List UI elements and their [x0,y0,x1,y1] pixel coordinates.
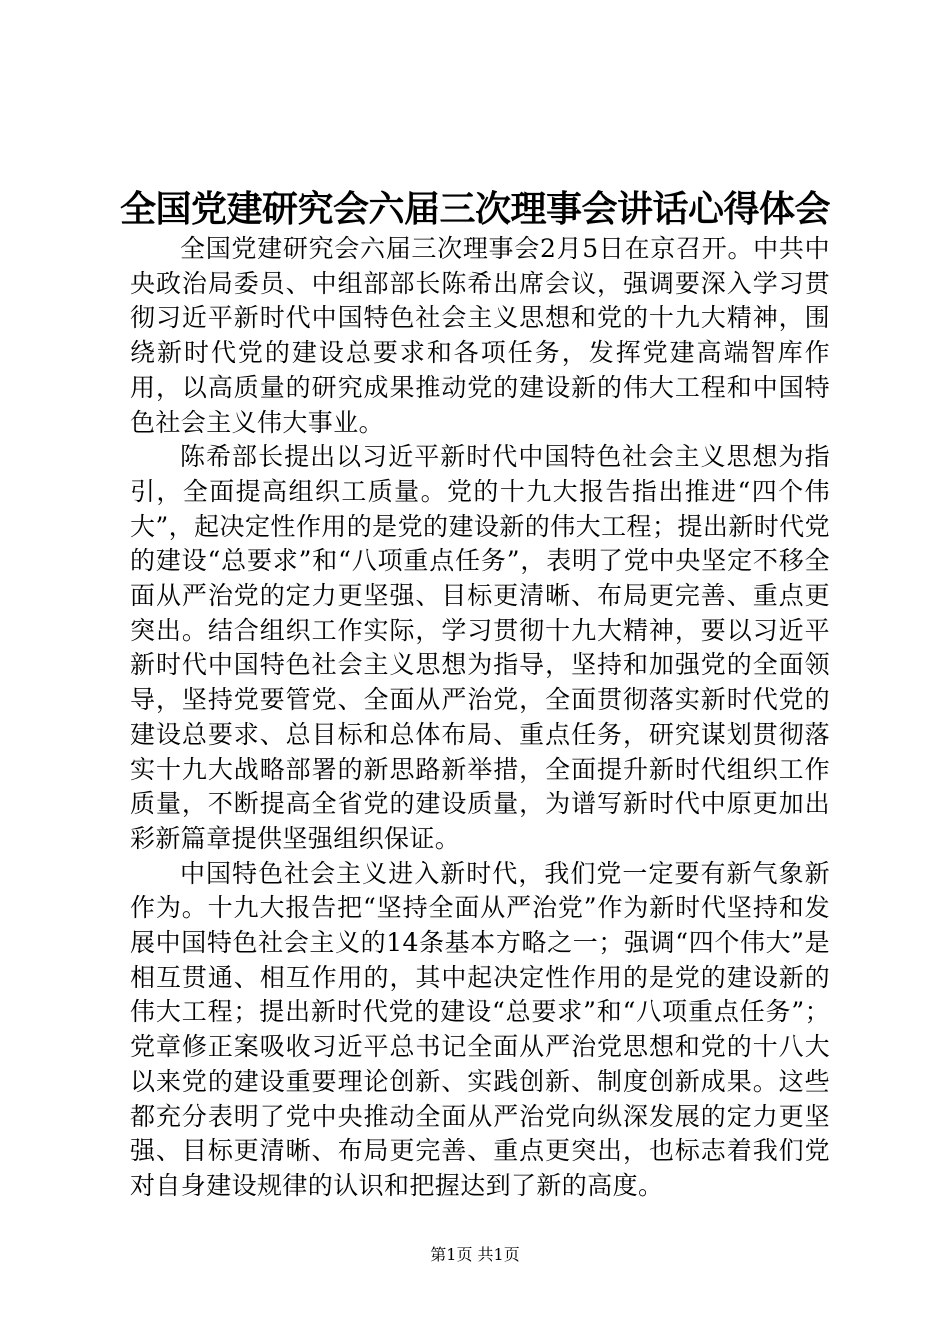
paragraph-2: 陈希部长提出以习近平新时代中国特色社会主义思想为指引，全面提高组织工质量。党的十九大报告指出推进“四个伟大”，起决定性作用的是党的建设新的伟大工程；提出新时代党的建设“总要求”和“八项重点任务”，表明了党中央坚定不移全面从严治党的定力更坚强、目标更清晰、布局更完善、重点更突出。结合组织工作实际，学习贯彻十九大精神，要以习近平新时代中国特色社会主义思想为指导，坚持和加强党的全面领导，坚持党要管党、全面从严治党，全面贯彻落实新时代党的建设总要求、总目标和总体布局、重点任务，研究谋划贯彻落实十九大战略部署的新思路新举措，全面提升新时代组织工作质量，不断提高全省党的建设质量，为谱写新时代中原更加出彩新篇章提供坚强组织保证。 [130,442,830,853]
paragraph-3: 中国特色社会主义进入新时代，我们党一定要有新气象新作为。十九大报告把“坚持全面从严治党”作为新时代坚持和发展中国特色社会主义的14条基本方略之一；强调“四个伟大”是相互贯通、相互作用的，其中起决定性作用的是党的建设新的伟大工程；提出新时代党的建设“总要求”和“八项重点任务”；党章修正案吸收习近平总书记全面从严治党思想和党的十八大以来党的建设重要理论创新、实践创新、制度创新成果。这些都充分表明了党中央推动全面从严治党向纵深发展的定力更坚强、目标更清晰、布局更完善、重点更突出，也标志着我们党对自身建设规律的认识和把握达到了新的高度。 [130,858,830,1200]
paragraph-1: 全国党建研究会六届三次理事会2月5日在京召开。中共中央政治局委员、中组部部长陈希出席会议，强调要深入学习贯彻习近平新时代中国特色社会主义思想和党的十九大精神，围绕新时代党的建设总要求和各项任务，发挥党建高端智库作用，以高质量的研究成果推动党的建设新的伟大工程和中国特色社会主义伟大事业。 [130,234,830,437]
page-footer: 第1页 共1页 [430,1245,520,1264]
document-title: 全国党建研究会六届三次理事会讲话心得体会 [120,188,831,230]
document-body [130,232,830,1204]
